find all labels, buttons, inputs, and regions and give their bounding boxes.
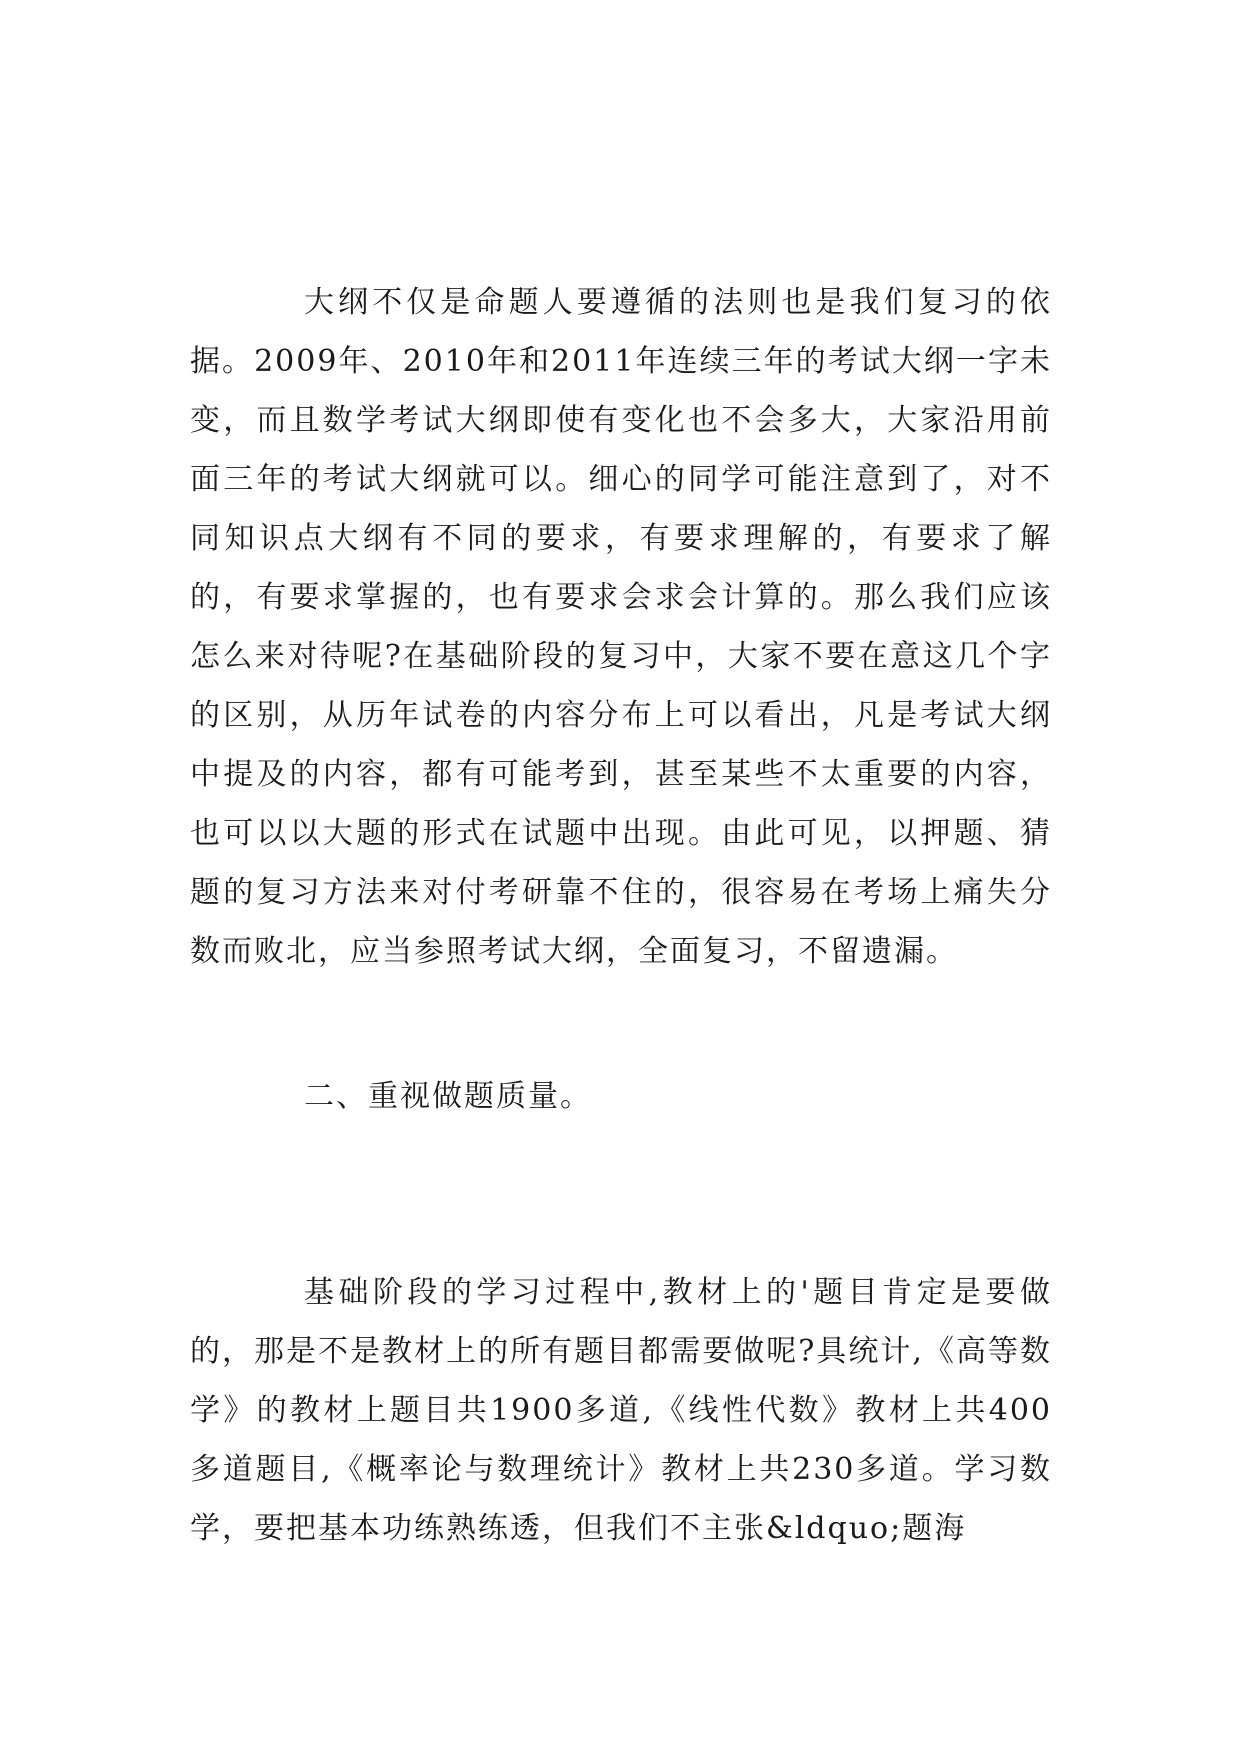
body-paragraph-syllabus: 大纲不仅是命题人要遵循的法则也是我们复习的依据。2009年、2010年和2011年连续三年的考试大纲一字未变，而且数学考试大纲即使有变化也不会多大，大家沿用前面三年的考试大纲就可以。细心的同学可能注意到了，对不同知识点大纲有不同的要求，有要求理解的，有要求了解的，有要求掌握的，也有要求会求会计算的。那么我们应该怎么来对待呢?在基础阶段的复习中，大家不要在意这几个字的区别，从历年试卷的内容分布上可以看出，凡是考试大纲中提及的内容，都有可能考到，甚至某些不太重要的内容，也可以以大题的形式在试题中出现。由此可见，以押题、猜题的复习方法来对付考研靠不住的，很容易在考场上痛失分数而败北，应当参照考试大纲，全面复习，不留遗漏。: [190, 285, 1052, 969]
section-heading-practice-quality: 二、重视做题质量。: [304, 1079, 592, 1114]
body-paragraph-textbook-exercises: 基础阶段的学习过程中,教材上的'题目肯定是要做的，那是不是教材上的所有题目都需要做呢?具统计,《高等数学》的教材上题目共1900多道,《线性代数》教材上共400多道题目,《概率论与数理统计》教材上共230多道。学习数学，要把基本功练熟练透，但我们不主张&ldquo;题海: [190, 1275, 1052, 1546]
